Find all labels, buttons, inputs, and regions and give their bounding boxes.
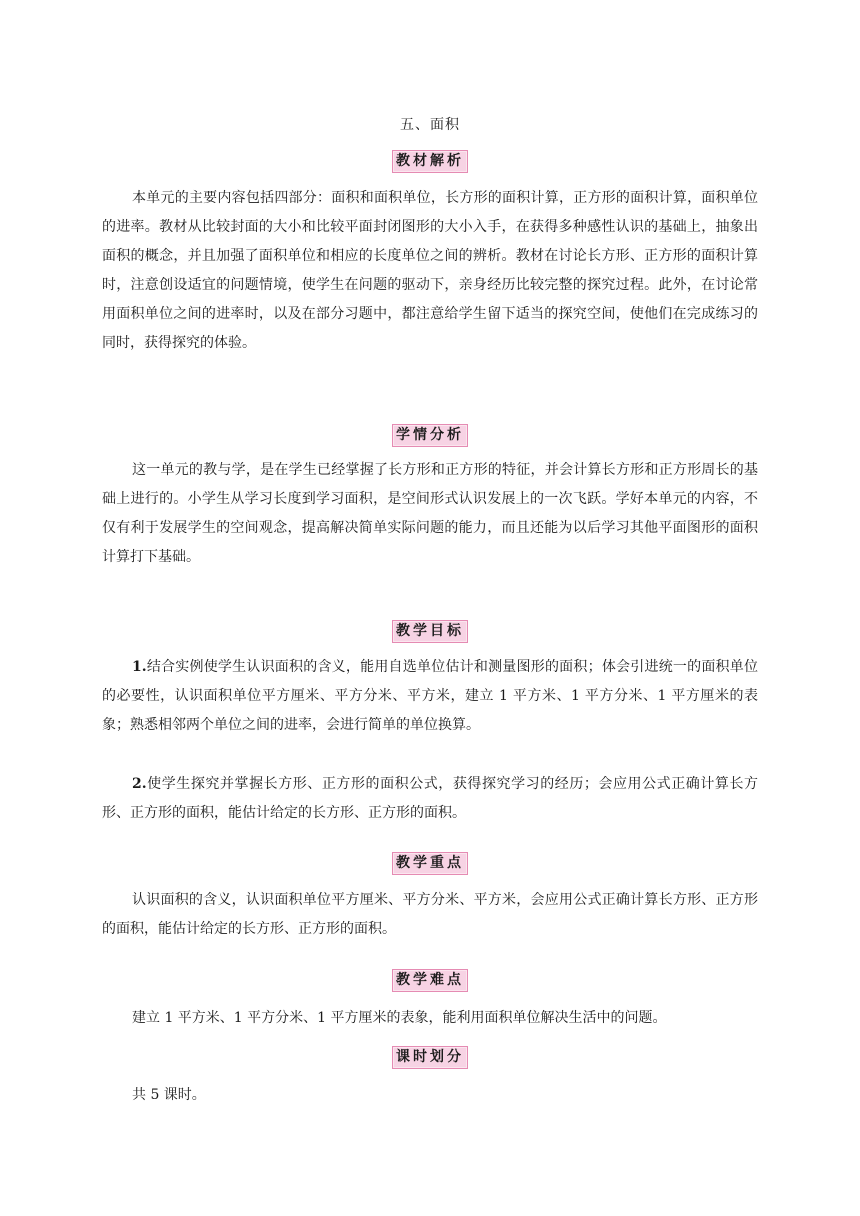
section-heading-wrap	[0, 424, 860, 447]
goal-text: 结合实例使学生认识面积的含义，能用自选单位估计和测量图形的面积；体会引进统一的面积单位的必要性，认识面积单位平方厘米、平方分米、平方米，建立 1 平方米、1 平方分米、1 平方厘米的表象；熟悉相邻两个单位之间的进率，会进行简单的单位换算。	[102, 659, 758, 733]
learning-analysis-paragraph: 这一单元的教与学，是在学生已经掌握了长方形和正方形的特征，并会计算长方形和正方形周长的基础上进行的。小学生从学习长度到学习面积，是空间形式认识发展上的一次飞跃。学好本单元的内容，不仅有利于发展学生的空间观念，提高解决简单实际问题的能力，而且还能为以后学习其他平面图形的面积计算打下基础。	[102, 462, 758, 565]
lesson-plan-paragraph: 共 5 课时。	[132, 1087, 206, 1103]
teaching-goal-item-2	[102, 770, 758, 828]
section-heading-wrap	[0, 150, 860, 173]
textbook-analysis-paragraph: 本单元的主要内容包括四部分：面积和面积单位，长方形的面积计算，正方形的面积计算，面积单位的进率。教材从比较封面的大小和比较平面封闭图形的大小入手，在获得多种感性认识的基础上，抽象出面积的概念，并且加强了面积单位和相应的长度单位之间的辨析。教材在讨论长方形、正方形的面积计算时，注意创设适宜的问题情境，使学生在问题的驱动下，亲身经历比较完整的探究过程。此外，在讨论常用面积单位之间的进率时，以及在部分习题中，都注意给学生留下适当的探究空间，使他们在完成练习的同时，获得探究的体验。	[102, 190, 758, 351]
document-title: 五、面积	[400, 117, 460, 133]
section-heading-difficulties: 教学难点	[392, 969, 468, 992]
goal-number: 1.	[132, 659, 147, 675]
section-heading-lesson-plan: 课时划分	[392, 1046, 468, 1069]
goal-number: 2.	[132, 776, 147, 792]
section-heading-teaching-goals: 教学目标	[392, 620, 468, 643]
section-heading-learning-analysis: 学情分析	[392, 424, 468, 447]
section-heading-textbook-analysis: 教材解析	[392, 150, 468, 173]
section-heading-wrap	[0, 1046, 860, 1069]
key-points-paragraph: 认识面积的含义，认识面积单位平方厘米、平方分米、平方米，会应用公式正确计算长方形、正方形的面积，能估计给定的长方形、正方形的面积。	[102, 892, 758, 937]
goal-text: 使学生探究并掌握长方形、正方形的面积公式，获得探究学习的经历；会应用公式正确计算长方形、正方形的面积，能估计给定的长方形、正方形的面积。	[102, 776, 758, 821]
section-heading-wrap	[0, 852, 860, 875]
section-heading-wrap	[0, 620, 860, 643]
section-heading-key-points: 教学重点	[392, 852, 468, 875]
teaching-goal-item-1	[102, 653, 758, 740]
section-heading-wrap	[0, 969, 860, 992]
difficulties-paragraph: 建立 1 平方米、1 平方分米、1 平方厘米的表象，能利用面积单位解决生活中的问题。	[132, 1010, 667, 1026]
